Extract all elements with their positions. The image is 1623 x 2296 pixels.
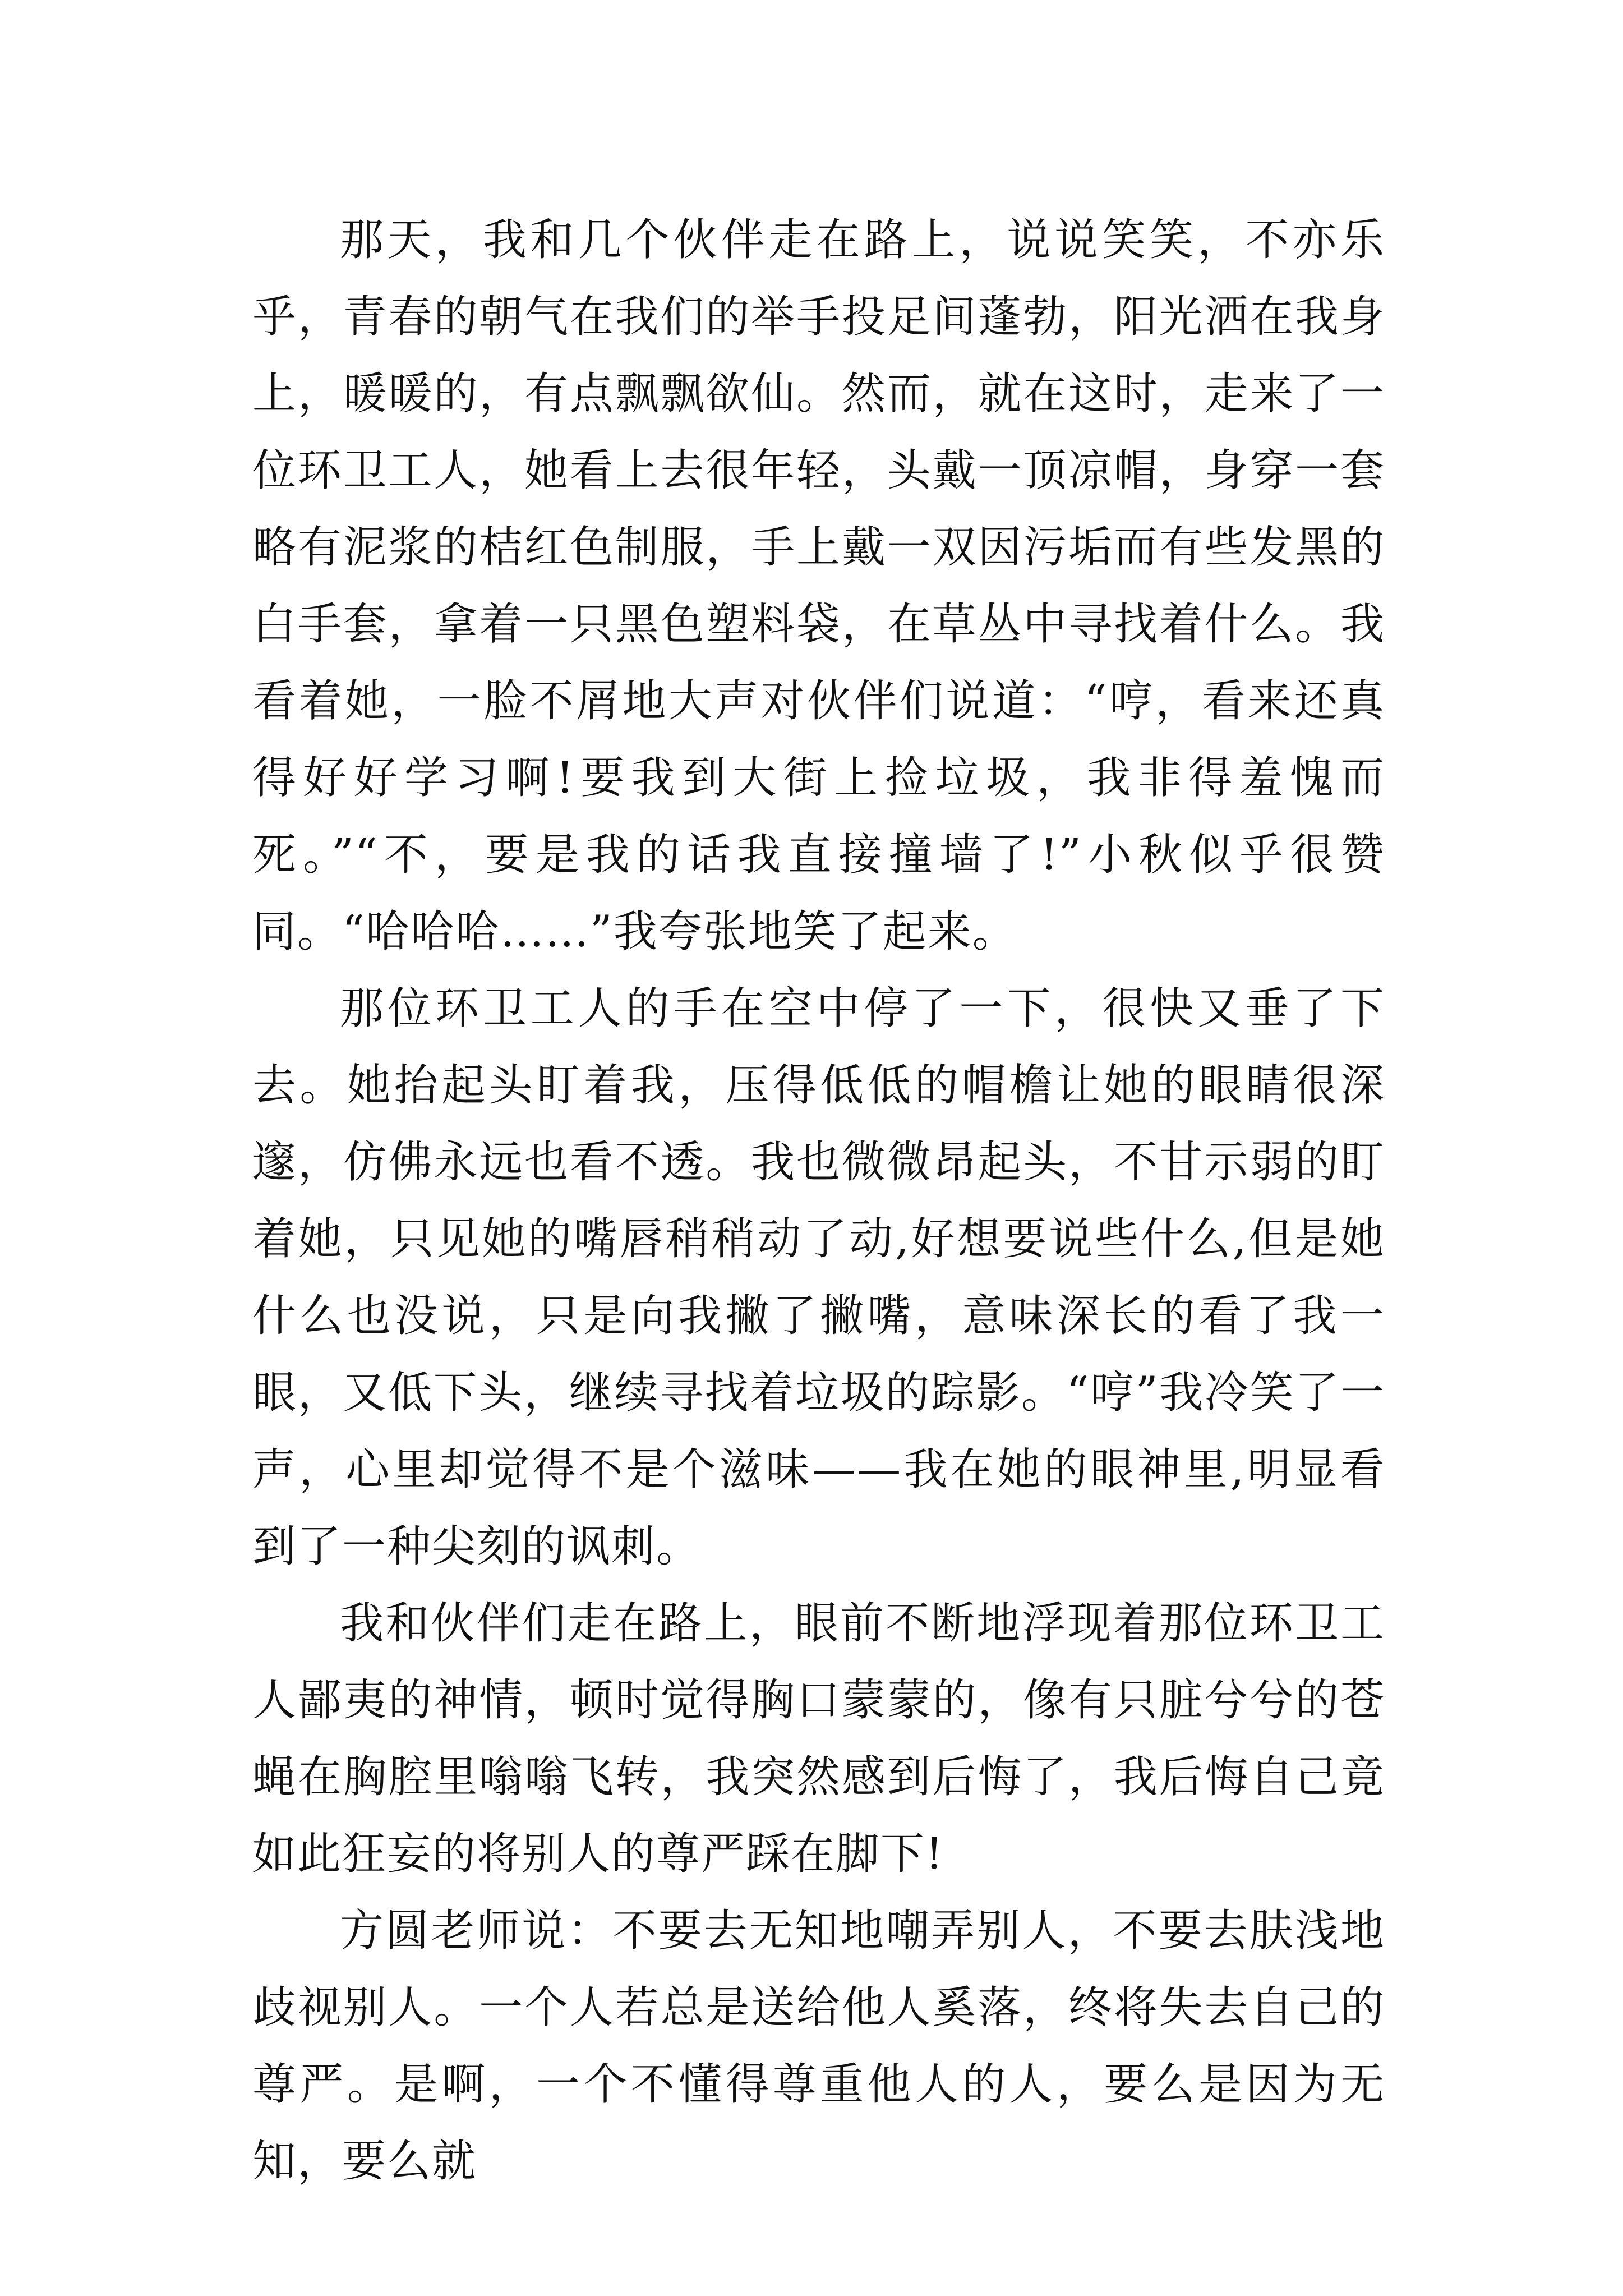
- paragraph-1: 那天，我和几个伙伴走在路上，说说笑笑，不亦乐乎，青春的朝气在我们的举手投足间蓬勃，阳光洒在我身上，暖暖的，有点飘飘欲仙。然而，就在这时，走来了一位环卫工人，她看上去很年轻，头戴一顶凉帽，身穿一套略有泥浆的桔红色制服，手上戴一双因污垢而有些发黑的白手套，拿着一只黑色塑料袋，在草丛中寻找着什么。我看着她，一脸不屑地大声对伙伴们说道：“哼，看来还真得好好学习啊!要我到大街上捡垃圾，我非得羞愧而死。”“不，要是我的话我直接撞墙了!”小秋似乎很赞同。“哈哈哈……”我夸张地笑了起来。: [252, 215, 1385, 957]
- document-body: [252, 202, 1385, 2200]
- paragraph-3: 我和伙伴们走在路上，眼前不断地浮现着那位环卫工人鄙夷的神情，顿时觉得胸口蒙蒙的，像有只脏兮兮的苍蝇在胸腔里嗡嗡飞转，我突然感到后悔了，我后悔自己竟如此狂妄的将别人的尊严踩在脚下!: [252, 1598, 1385, 1879]
- paragraph-4: 方圆老师说：不要去无知地嘲弄别人，不要去肤浅地歧视别人。一个人若总是送给他人奚落，终将失去自己的尊严。是啊，一个不懂得尊重他人的人，要么是因为无知，要么就: [252, 1906, 1385, 2187]
- paragraph-2: 那位环卫工人的手在空中停了一下，很快又垂了下去。她抬起头盯着我，压得低低的帽檐让她的眼睛很深邃，仿佛永远也看不透。我也微微昂起头，不甘示弱的盯着她，只见她的嘴唇稍稍动了动,好想要说些什么,但是她什么也没说，只是向我撇了撇嘴，意味深长的看了我一眼，又低下头，继续寻找着垃圾的踪影。“哼”我冷笑了一声，心里却觉得不是个滋味——我在她的眼神里,明显看到了一种尖刻的讽刺。: [252, 983, 1385, 1572]
